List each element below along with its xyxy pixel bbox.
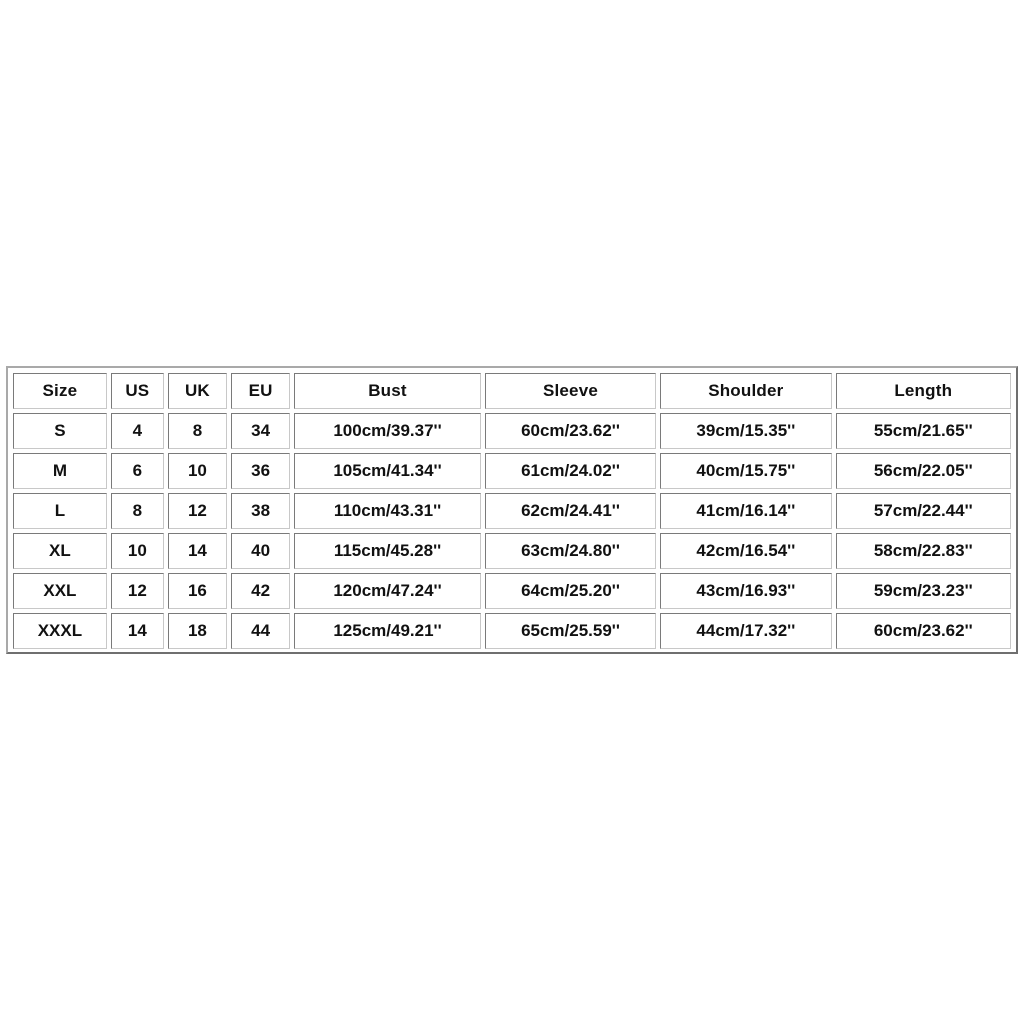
cell-bust: 100cm/39.37'' [294, 413, 481, 449]
cell-size: XXXL [13, 613, 107, 649]
table-row [13, 413, 1011, 449]
cell-us: 12 [111, 573, 164, 609]
cell-uk: 8 [168, 413, 227, 449]
cell-shoulder: 44cm/17.32'' [660, 613, 831, 649]
header-eu: EU [231, 373, 290, 409]
cell-uk: 10 [168, 453, 227, 489]
cell-bust: 110cm/43.31'' [294, 493, 481, 529]
cell-sleeve: 61cm/24.02'' [485, 453, 656, 489]
cell-us: 6 [111, 453, 164, 489]
size-chart-table [9, 369, 1015, 653]
cell-eu: 36 [231, 453, 290, 489]
cell-length: 56cm/22.05'' [836, 453, 1012, 489]
cell-shoulder: 43cm/16.93'' [660, 573, 831, 609]
cell-eu: 34 [231, 413, 290, 449]
header-size: Size [13, 373, 107, 409]
table-row [13, 533, 1011, 569]
cell-bust: 105cm/41.34'' [294, 453, 481, 489]
cell-size: XXL [13, 573, 107, 609]
header-bust: Bust [294, 373, 481, 409]
cell-sleeve: 63cm/24.80'' [485, 533, 656, 569]
cell-sleeve: 60cm/23.62'' [485, 413, 656, 449]
cell-size: XL [13, 533, 107, 569]
cell-bust: 125cm/49.21'' [294, 613, 481, 649]
cell-size: M [13, 453, 107, 489]
cell-bust: 115cm/45.28'' [294, 533, 481, 569]
cell-size: S [13, 413, 107, 449]
cell-length: 60cm/23.62'' [836, 613, 1012, 649]
header-length: Length [836, 373, 1012, 409]
cell-size: L [13, 493, 107, 529]
cell-length: 58cm/22.83'' [836, 533, 1012, 569]
header-shoulder: Shoulder [660, 373, 831, 409]
table-row [13, 453, 1011, 489]
table-row [13, 613, 1011, 649]
cell-us: 10 [111, 533, 164, 569]
cell-eu: 38 [231, 493, 290, 529]
cell-sleeve: 64cm/25.20'' [485, 573, 656, 609]
cell-eu: 42 [231, 573, 290, 609]
cell-shoulder: 41cm/16.14'' [660, 493, 831, 529]
cell-length: 55cm/21.65'' [836, 413, 1012, 449]
cell-eu: 40 [231, 533, 290, 569]
header-row [13, 373, 1011, 409]
cell-shoulder: 42cm/16.54'' [660, 533, 831, 569]
cell-bust: 120cm/47.24'' [294, 573, 481, 609]
cell-uk: 18 [168, 613, 227, 649]
header-sleeve: Sleeve [485, 373, 656, 409]
size-chart [6, 366, 1018, 654]
cell-sleeve: 65cm/25.59'' [485, 613, 656, 649]
header-us: US [111, 373, 164, 409]
table-row [13, 493, 1011, 529]
cell-eu: 44 [231, 613, 290, 649]
header-uk: UK [168, 373, 227, 409]
cell-us: 4 [111, 413, 164, 449]
table-row [13, 573, 1011, 609]
cell-shoulder: 40cm/15.75'' [660, 453, 831, 489]
cell-us: 8 [111, 493, 164, 529]
cell-shoulder: 39cm/15.35'' [660, 413, 831, 449]
cell-us: 14 [111, 613, 164, 649]
cell-sleeve: 62cm/24.41'' [485, 493, 656, 529]
cell-uk: 14 [168, 533, 227, 569]
cell-uk: 16 [168, 573, 227, 609]
cell-length: 57cm/22.44'' [836, 493, 1012, 529]
cell-uk: 12 [168, 493, 227, 529]
cell-length: 59cm/23.23'' [836, 573, 1012, 609]
